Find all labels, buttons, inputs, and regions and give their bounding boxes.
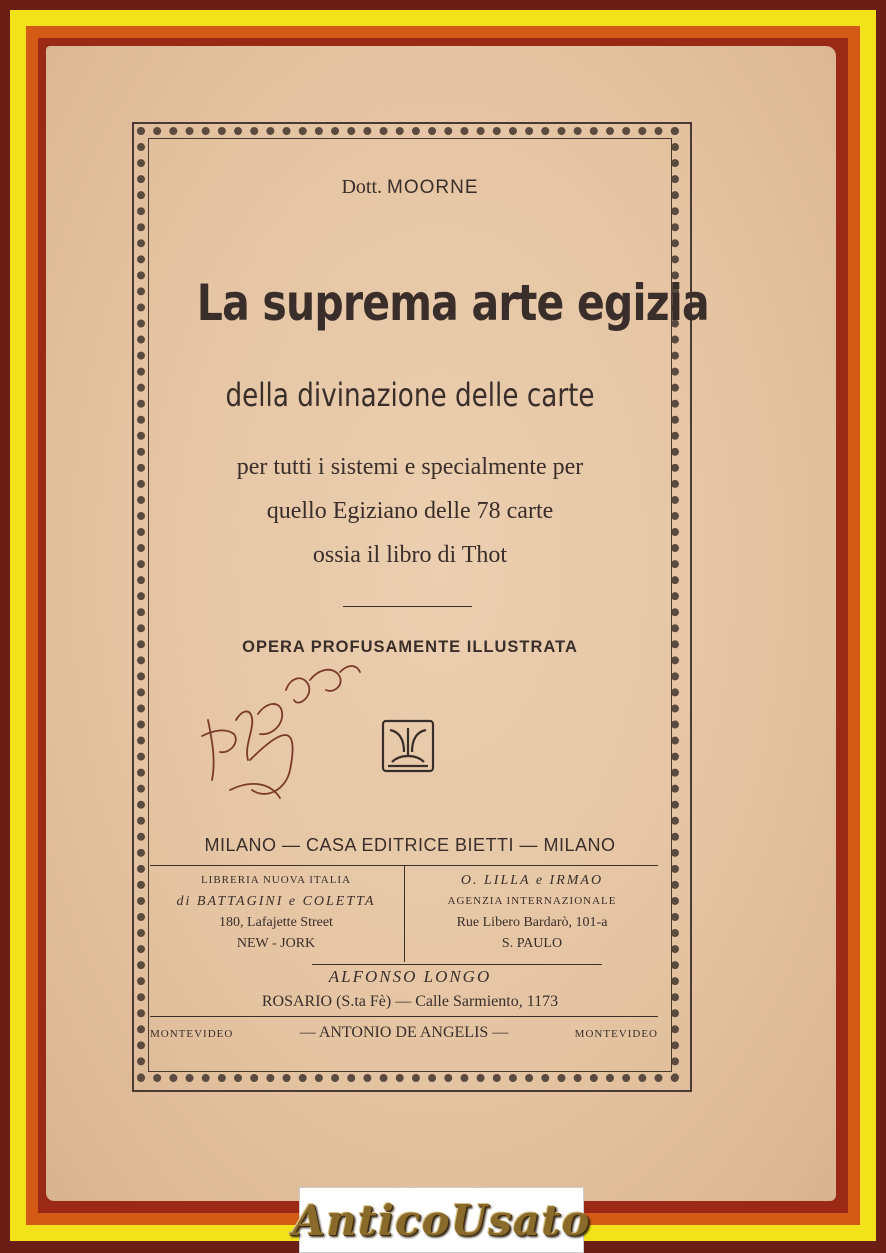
title-rule xyxy=(343,606,472,607)
watermark-logo xyxy=(292,1187,591,1253)
book-title: La suprema arte egizia xyxy=(196,274,709,332)
mont-right: MONTEVIDEO xyxy=(574,1028,658,1040)
author-prefix: Dott. xyxy=(341,176,383,198)
sp-line-3: Rue Libero Bardarò, 101-a xyxy=(456,915,608,930)
sp-line-4: S. PAULO xyxy=(501,936,563,951)
distributor-montevideo xyxy=(150,1024,658,1042)
distributor-new-york xyxy=(150,870,402,954)
sp-line-2: AGENZIA INTERNAZIONALE xyxy=(447,895,617,907)
author-line xyxy=(150,176,670,199)
book-subtitle: della divinazione delle carte xyxy=(225,376,595,414)
publisher-divider xyxy=(404,866,405,962)
ny-line-2: di BATTAGINI e COLETTA xyxy=(176,894,376,909)
ny-line-4: NEW - JORK xyxy=(236,936,316,951)
distributor-alfonso: ALFONSO LONGO xyxy=(328,967,492,986)
publisher-rule-bottom xyxy=(150,1016,658,1017)
publisher-logo xyxy=(380,718,436,774)
distributor-rosario: ROSARIO (S.ta Fè) — Calle Sarmiento, 1173 xyxy=(261,993,559,1010)
description-line-2: quello Egiziano delle 78 carte xyxy=(266,498,554,524)
sp-line-1: O. LILLA e IRMAO xyxy=(460,873,604,888)
handwritten-signature xyxy=(190,650,370,820)
mont-middle: — ANTONIO DE ANGELIS — xyxy=(299,1024,509,1041)
ny-line-1: LIBRERIA NUOVA ITALIA xyxy=(200,874,352,886)
description-line-1: per tutti i sistemi e specialmente per xyxy=(236,454,584,480)
opera-line: OPERA PROFUSAMENTE ILLUSTRATA xyxy=(242,638,578,656)
distributor-sao-paulo xyxy=(406,870,658,954)
author-name: MOORNE xyxy=(387,177,479,198)
description-line-3: ossia il libro di Thot xyxy=(312,542,508,568)
publisher-rule-mid xyxy=(312,964,602,965)
watermark-text: AnticoUsato xyxy=(292,1195,591,1245)
ny-line-3: 180, Lafajette Street xyxy=(219,915,333,930)
mont-left: MONTEVIDEO xyxy=(150,1028,234,1040)
publisher-line: MILANO — CASA EDITRICE BIETTI — MILANO xyxy=(204,835,616,855)
